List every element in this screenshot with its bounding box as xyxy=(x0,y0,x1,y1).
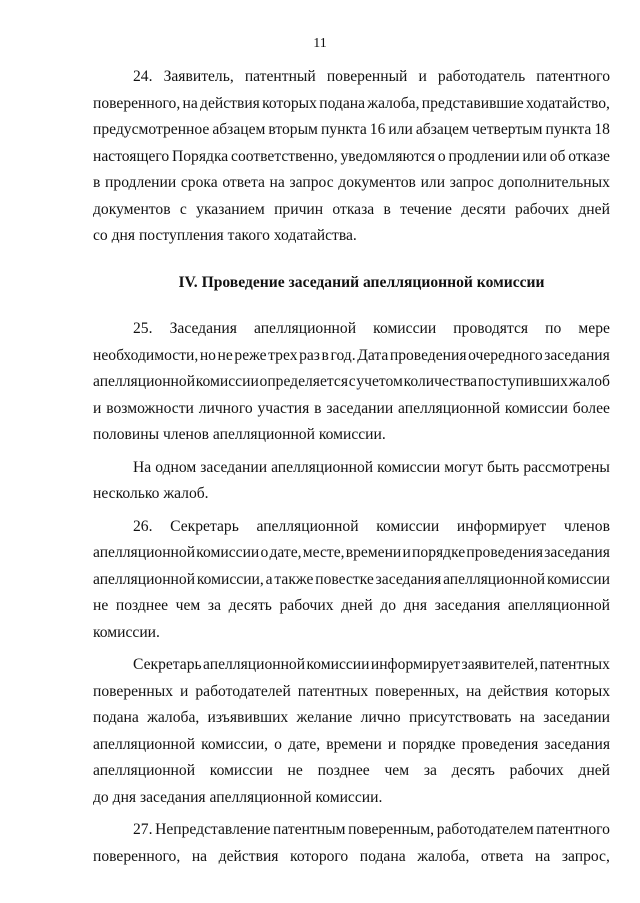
word: патентного xyxy=(536,68,610,85)
word: времени xyxy=(326,735,382,753)
word: документов xyxy=(93,200,171,218)
paragraph-26-continued xyxy=(93,652,610,811)
word: Непредставление xyxy=(155,821,271,838)
word: изъявивших xyxy=(207,709,289,726)
document-body xyxy=(93,64,610,870)
word: дополнительных xyxy=(498,174,610,191)
text-line xyxy=(93,197,610,224)
word: информирует xyxy=(370,656,461,673)
word: комиссии xyxy=(376,517,440,535)
word: месте, xyxy=(302,544,345,561)
word: но xyxy=(199,346,216,364)
word: запрос xyxy=(289,174,334,191)
word: на xyxy=(466,682,482,700)
word: заседания xyxy=(544,735,610,753)
word: или xyxy=(388,121,413,138)
word: в xyxy=(93,174,101,191)
word: с xyxy=(348,373,356,390)
word: год. xyxy=(330,346,356,364)
word: поверенным, xyxy=(348,821,435,838)
text-line xyxy=(93,679,610,706)
word: заявителей, xyxy=(461,656,539,673)
word: указанием xyxy=(196,200,265,218)
word: апелляционной xyxy=(256,517,359,535)
word: апелляционной xyxy=(203,656,306,673)
word: ответа xyxy=(222,174,265,191)
text-line xyxy=(93,732,610,759)
word: об xyxy=(549,147,566,165)
word: и xyxy=(93,399,102,417)
text-line: половины членов апелляционной комиссии. xyxy=(93,426,386,443)
word: в xyxy=(314,399,322,417)
word: поверенного, xyxy=(93,847,181,865)
word: Секретарь xyxy=(170,517,239,535)
word: срока xyxy=(180,174,218,191)
word: раз xyxy=(299,346,320,364)
text-line xyxy=(93,91,610,118)
word: абзацем xyxy=(212,121,266,138)
word: порядке xyxy=(402,735,456,753)
word: также xyxy=(274,570,314,588)
word: действия xyxy=(218,847,279,865)
word: рабочих xyxy=(515,200,570,218)
word: комиссии xyxy=(546,570,610,588)
text-line xyxy=(93,117,610,144)
word: уведомляются xyxy=(340,147,436,165)
text-line xyxy=(93,652,610,679)
word: комиссии xyxy=(377,458,441,476)
word: причин xyxy=(274,200,324,218)
word: 27. xyxy=(133,821,153,838)
word: апелляционной xyxy=(93,762,196,779)
word: комиссии xyxy=(504,399,568,417)
word: апелляционной xyxy=(254,320,357,337)
word: и xyxy=(387,735,397,753)
text-line xyxy=(93,758,610,785)
word: поверенного, xyxy=(93,94,181,112)
word: заседания xyxy=(434,597,501,614)
word: рассмотрены xyxy=(523,458,610,476)
word: за xyxy=(423,762,437,779)
word: действия xyxy=(488,682,549,700)
word: необходимости, xyxy=(93,346,199,364)
word: могут xyxy=(444,458,483,476)
text-line xyxy=(93,144,610,171)
word: а xyxy=(265,570,273,588)
word: поверенный xyxy=(326,68,408,85)
word: времени xyxy=(345,544,402,561)
text-line: несколько жалоб. xyxy=(93,485,209,502)
word: апелляционной xyxy=(507,597,610,614)
word: присутствовать xyxy=(408,709,512,726)
word: апелляционной xyxy=(398,399,501,417)
word: и xyxy=(418,68,427,85)
word: комиссии xyxy=(209,762,273,779)
word: пункта xyxy=(545,121,592,138)
word: о xyxy=(260,544,269,561)
word: патентных xyxy=(297,682,369,700)
word: подана xyxy=(359,847,406,865)
word: чем xyxy=(175,597,201,614)
word: заседания xyxy=(544,544,610,561)
word: информирует xyxy=(456,517,547,535)
word: и xyxy=(402,544,411,561)
word: одном xyxy=(155,458,197,476)
text-line xyxy=(93,316,610,343)
word: на xyxy=(269,174,285,191)
word: не xyxy=(287,762,303,779)
text-line xyxy=(93,455,610,482)
word: четвертым xyxy=(471,121,543,138)
word: комиссии xyxy=(195,373,259,390)
word: быть xyxy=(486,458,520,476)
word: участия xyxy=(257,399,310,417)
word: проведения xyxy=(389,346,467,364)
word: течение xyxy=(400,200,452,218)
word: поступивших xyxy=(477,373,568,390)
word: Порядка xyxy=(172,147,229,165)
word: заседании xyxy=(200,458,268,476)
word: На xyxy=(133,458,152,476)
word: трех xyxy=(268,346,298,364)
word: жалоб xyxy=(568,373,610,390)
word: 25. xyxy=(133,320,153,337)
word: возможности xyxy=(106,399,194,417)
word: учетом xyxy=(356,373,403,390)
word: ответа xyxy=(480,847,524,865)
word: ходатайство, xyxy=(525,94,610,112)
word: работодателей xyxy=(195,682,291,700)
text-line xyxy=(93,64,610,91)
word: поверенных, xyxy=(375,682,460,700)
word: комиссии, xyxy=(201,735,269,753)
word: заседания xyxy=(375,570,442,588)
word: о xyxy=(437,147,446,165)
word: реже xyxy=(234,346,267,364)
word: очередного xyxy=(468,346,543,364)
paragraph-25-continued xyxy=(93,455,610,508)
word: запрос, xyxy=(561,847,610,865)
text-line xyxy=(93,567,610,594)
word: порядке xyxy=(412,544,466,561)
word: в xyxy=(383,200,391,218)
word: лично xyxy=(360,709,401,726)
word: апелляционной xyxy=(93,373,196,390)
word: 18 xyxy=(594,121,610,138)
word: дней xyxy=(578,200,610,218)
text-line xyxy=(93,170,610,197)
word: 26. xyxy=(133,517,153,535)
word: на xyxy=(182,94,198,112)
word: заседании xyxy=(543,709,610,726)
word: дате, xyxy=(269,544,302,561)
word: апелляционной xyxy=(443,570,546,588)
word: определяется xyxy=(259,373,348,390)
word: предусмотренное xyxy=(93,121,210,138)
word: и xyxy=(180,682,189,700)
paragraph-26 xyxy=(93,514,610,647)
word: работодателем xyxy=(436,821,534,838)
word: на xyxy=(519,709,535,726)
paragraph-27 xyxy=(93,817,610,870)
word: подана xyxy=(93,709,139,726)
text-line xyxy=(93,817,610,844)
word: мере xyxy=(578,320,610,337)
word: комиссии xyxy=(373,320,437,337)
word: на xyxy=(191,847,208,865)
word: комиссии xyxy=(196,544,260,561)
word: количества xyxy=(403,373,478,390)
word: пункта xyxy=(320,121,367,138)
word: жалоба, xyxy=(367,94,420,112)
word: или xyxy=(522,147,547,165)
text-line xyxy=(93,540,610,567)
word: более xyxy=(572,399,610,417)
word: отказе xyxy=(568,147,610,165)
text-line xyxy=(93,396,610,423)
word: позднее xyxy=(317,762,370,779)
word: проводятся xyxy=(453,320,529,337)
word: патентный xyxy=(244,68,316,85)
text-line xyxy=(93,514,610,541)
word: заседании xyxy=(326,399,394,417)
word: которых xyxy=(555,682,610,700)
word: патентным xyxy=(273,821,346,838)
word: проведения xyxy=(461,735,539,753)
word: десять xyxy=(228,597,272,614)
word: позднее xyxy=(115,597,169,614)
word: рабочих xyxy=(509,762,564,779)
word: по xyxy=(545,320,562,337)
word: действия xyxy=(200,94,260,112)
paragraph-24 xyxy=(93,64,610,250)
word: или xyxy=(420,174,446,191)
word: заседания xyxy=(544,346,610,364)
text-line xyxy=(93,343,610,370)
word: абзацем xyxy=(415,121,469,138)
word: вторым xyxy=(268,121,318,138)
word: в xyxy=(321,346,329,364)
word: 24. xyxy=(133,68,153,85)
word: желание xyxy=(296,709,353,726)
word: дней xyxy=(341,597,373,614)
word: апелляционной xyxy=(93,544,196,561)
word: за xyxy=(207,597,221,614)
word: не xyxy=(217,346,233,364)
word: Заседания xyxy=(169,320,237,337)
word: не xyxy=(93,597,109,614)
word: членов xyxy=(563,517,610,535)
word: десяти xyxy=(461,200,506,218)
word: на xyxy=(535,847,551,865)
word: чем xyxy=(384,762,410,779)
word: с xyxy=(179,200,187,218)
text-line xyxy=(93,844,610,871)
word: рабочих xyxy=(279,597,334,614)
word: которых xyxy=(262,94,317,112)
word: проведения xyxy=(466,544,544,561)
word: патентного xyxy=(536,821,610,838)
word: комиссии, xyxy=(196,570,264,588)
word: которого xyxy=(290,847,349,865)
word: патентных xyxy=(539,656,610,673)
word: настоящего xyxy=(93,147,170,165)
word: отказа xyxy=(332,200,375,218)
word: повестке xyxy=(315,570,374,588)
word: соответственно, xyxy=(231,147,338,165)
word: десять xyxy=(451,762,495,779)
word: комиссии xyxy=(306,656,370,673)
text-line xyxy=(93,369,610,396)
text-line xyxy=(93,705,610,732)
word: Дата xyxy=(357,346,389,364)
word: представившие xyxy=(421,94,524,112)
word: жалоба, xyxy=(147,709,200,726)
word: апелляционной xyxy=(93,570,196,588)
word: документов xyxy=(338,174,416,191)
word: Секретарь xyxy=(133,656,202,673)
word: личного xyxy=(198,399,253,417)
word: работодатель xyxy=(437,68,526,85)
word: подана xyxy=(319,94,366,112)
word: дня xyxy=(403,597,428,614)
word: до xyxy=(380,597,397,614)
paragraph-25 xyxy=(93,316,610,449)
text-line: до дня заседания апелляционной комиссии. xyxy=(93,788,383,806)
word: о xyxy=(274,735,282,753)
word: дате, xyxy=(288,735,321,753)
word: поверенных xyxy=(93,682,174,700)
text-line: со дня поступления такого ходатайства. xyxy=(93,227,357,244)
text-line xyxy=(93,593,610,620)
word: дней xyxy=(578,762,610,779)
word: апелляционной xyxy=(93,735,196,753)
word: 16 xyxy=(369,121,386,138)
word: жалоба, xyxy=(417,847,470,865)
word: продлении xyxy=(105,174,177,191)
page-number: 11 xyxy=(313,36,327,51)
word: запрос xyxy=(449,174,494,191)
section-heading: IV. Проведение заседаний апелляционной комиссии xyxy=(178,273,545,291)
word: продлении xyxy=(448,147,520,165)
word: Заявитель, xyxy=(163,68,234,85)
text-line: комиссии. xyxy=(93,623,160,641)
word: апелляционной xyxy=(271,458,374,476)
